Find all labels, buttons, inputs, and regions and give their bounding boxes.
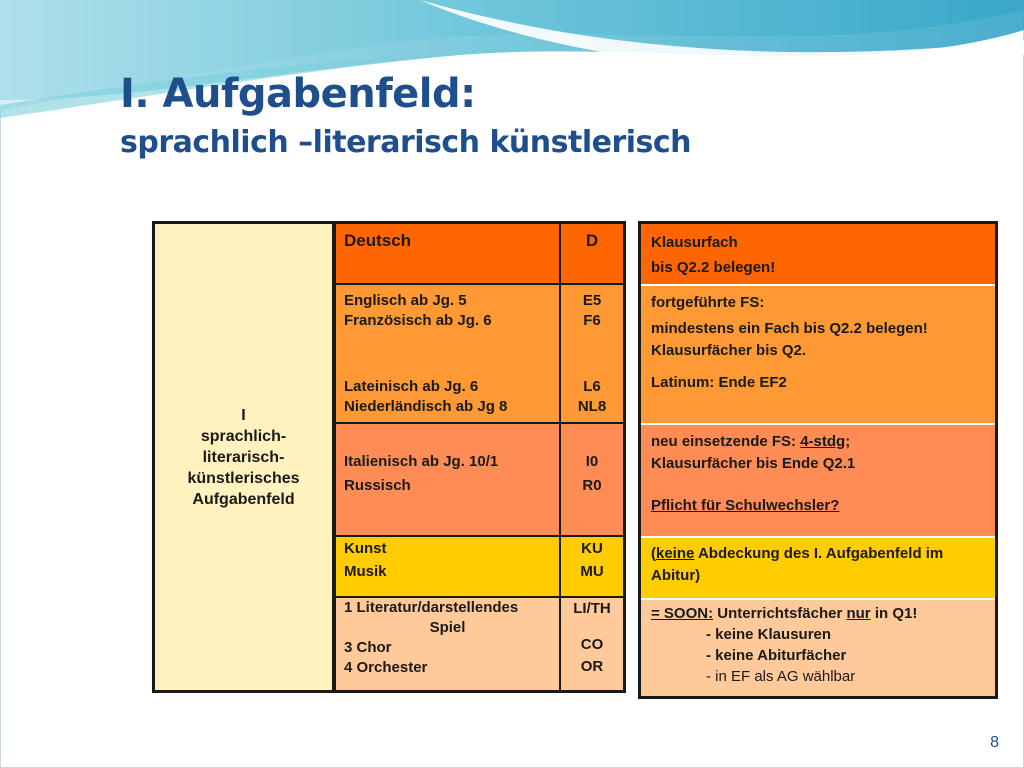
page-subtitle: sprachlich –literarisch künstlerisch <box>120 125 692 160</box>
code-cell-arts <box>561 537 623 596</box>
subject-deutsch: Deutsch <box>344 231 412 250</box>
subject-kunst: Kunst <box>344 540 387 557</box>
field-line-1: sprachlich- <box>200 427 287 445</box>
subject-literatur: 1 Literatur/darstellendes <box>344 599 519 616</box>
note-cell-arts <box>641 538 995 600</box>
note-soon-post: in Q1! <box>870 605 918 622</box>
code-mu: MU <box>580 563 604 580</box>
subject-literatur-spiel: Spiel <box>429 619 466 636</box>
note-neu-einsetzende-fs <box>651 431 985 453</box>
note-keine-klausuren: - keine Klausuren <box>706 626 832 643</box>
field-line-4: Aufgabenfeld <box>192 490 295 508</box>
code-cell-new-languages <box>561 424 623 535</box>
note-klausurfaecher-q2: Klausurfächer bis Q2. <box>651 342 807 359</box>
note-keine-abiturfaecher: - keine Abiturfächer <box>706 647 847 664</box>
page-title: I. Aufgabenfeld: <box>120 71 476 117</box>
note-latinum: Latinum: Ende EF2 <box>651 374 787 391</box>
subject-italienisch: Italienisch ab Jg. 10/1 <box>344 453 499 470</box>
subject-franzoesisch: Französisch ab Jg. 6 <box>344 312 492 329</box>
title-block <box>120 72 691 162</box>
subject-cell-new-languages <box>336 424 559 535</box>
code-r0: R0 <box>582 477 602 494</box>
note-mindestens-ein-fach: mindestens ein Fach bis Q2.2 belegen! <box>651 320 928 337</box>
note-keine: keine <box>656 545 695 562</box>
note-4-stdg: 4-stdg <box>800 433 846 450</box>
note-fortgefuehrte-fs: fortgeführte FS: <box>651 294 765 311</box>
note-bis-q22: bis Q2.2 belegen! <box>651 259 776 276</box>
subject-cell-deutsch <box>336 224 559 283</box>
note-neu-pre: neu einsetzende FS: <box>651 433 801 450</box>
subject-cell-arts <box>336 537 559 596</box>
note-klausurfaecher-q21: Klausurfächer bis Ende Q2.1 <box>651 455 856 472</box>
note-cell-foreign-languages <box>641 286 995 425</box>
code-i0: I0 <box>585 453 599 470</box>
code-ku: KU <box>581 540 603 557</box>
field-line-2: literarisch- <box>202 448 285 466</box>
code-co: CO <box>580 636 604 653</box>
note-klausurfach: Klausurfach <box>651 234 738 251</box>
note-arts-pre: ( <box>651 545 656 562</box>
code-cell-deutsch <box>561 224 623 283</box>
field-line-3: künstlerisches <box>187 469 300 487</box>
note-soon-mid: Unterrichtsfächer <box>713 605 847 622</box>
note-cell-literature-music <box>641 600 995 696</box>
field-numeral: I <box>241 406 246 424</box>
note-cell-deutsch <box>641 224 995 286</box>
code-nl8: NL8 <box>577 398 607 415</box>
code-f6: F6 <box>583 312 601 329</box>
note-cell-new-languages <box>641 425 995 538</box>
code-e5: E5 <box>582 292 602 309</box>
subject-musik: Musik <box>344 563 387 580</box>
note-nur: nur <box>846 605 871 622</box>
subject-cell-literature-music <box>336 598 559 690</box>
code-deutsch: D <box>585 231 599 250</box>
notes-table <box>638 221 998 699</box>
code-or: OR <box>580 658 604 675</box>
subjects-table <box>152 221 626 693</box>
note-soon-line <box>651 603 985 624</box>
note-arts-post: Abdeckung des I. Aufgabenfeld im Abitur) <box>651 545 944 584</box>
note-pflicht-schulwechsler: Pflicht für Schulwechsler? <box>651 497 840 514</box>
subject-niederlaendisch: Niederländisch ab Jg 8 <box>344 398 508 415</box>
subject-russisch: Russisch <box>344 477 411 494</box>
code-l6: L6 <box>583 378 601 395</box>
note-neu-post: ; <box>845 433 851 450</box>
subject-chor: 3 Chor <box>344 639 392 656</box>
subject-englisch: Englisch ab Jg. 5 <box>344 292 467 309</box>
code-cell-literature-music <box>561 598 623 690</box>
subject-lateinisch: Lateinisch ab Jg. 6 <box>344 378 479 395</box>
field-label-cell <box>155 224 334 690</box>
code-li-th: LI/TH <box>573 600 611 617</box>
note-soon: = SOON: <box>651 605 714 622</box>
note-ef-ag: - in EF als AG wählbar <box>706 668 856 685</box>
page-number: 8 <box>990 734 999 751</box>
subject-orchester: 4 Orchester <box>344 659 428 676</box>
subject-cell-foreign-languages <box>336 285 559 422</box>
code-cell-foreign-languages <box>561 285 623 422</box>
